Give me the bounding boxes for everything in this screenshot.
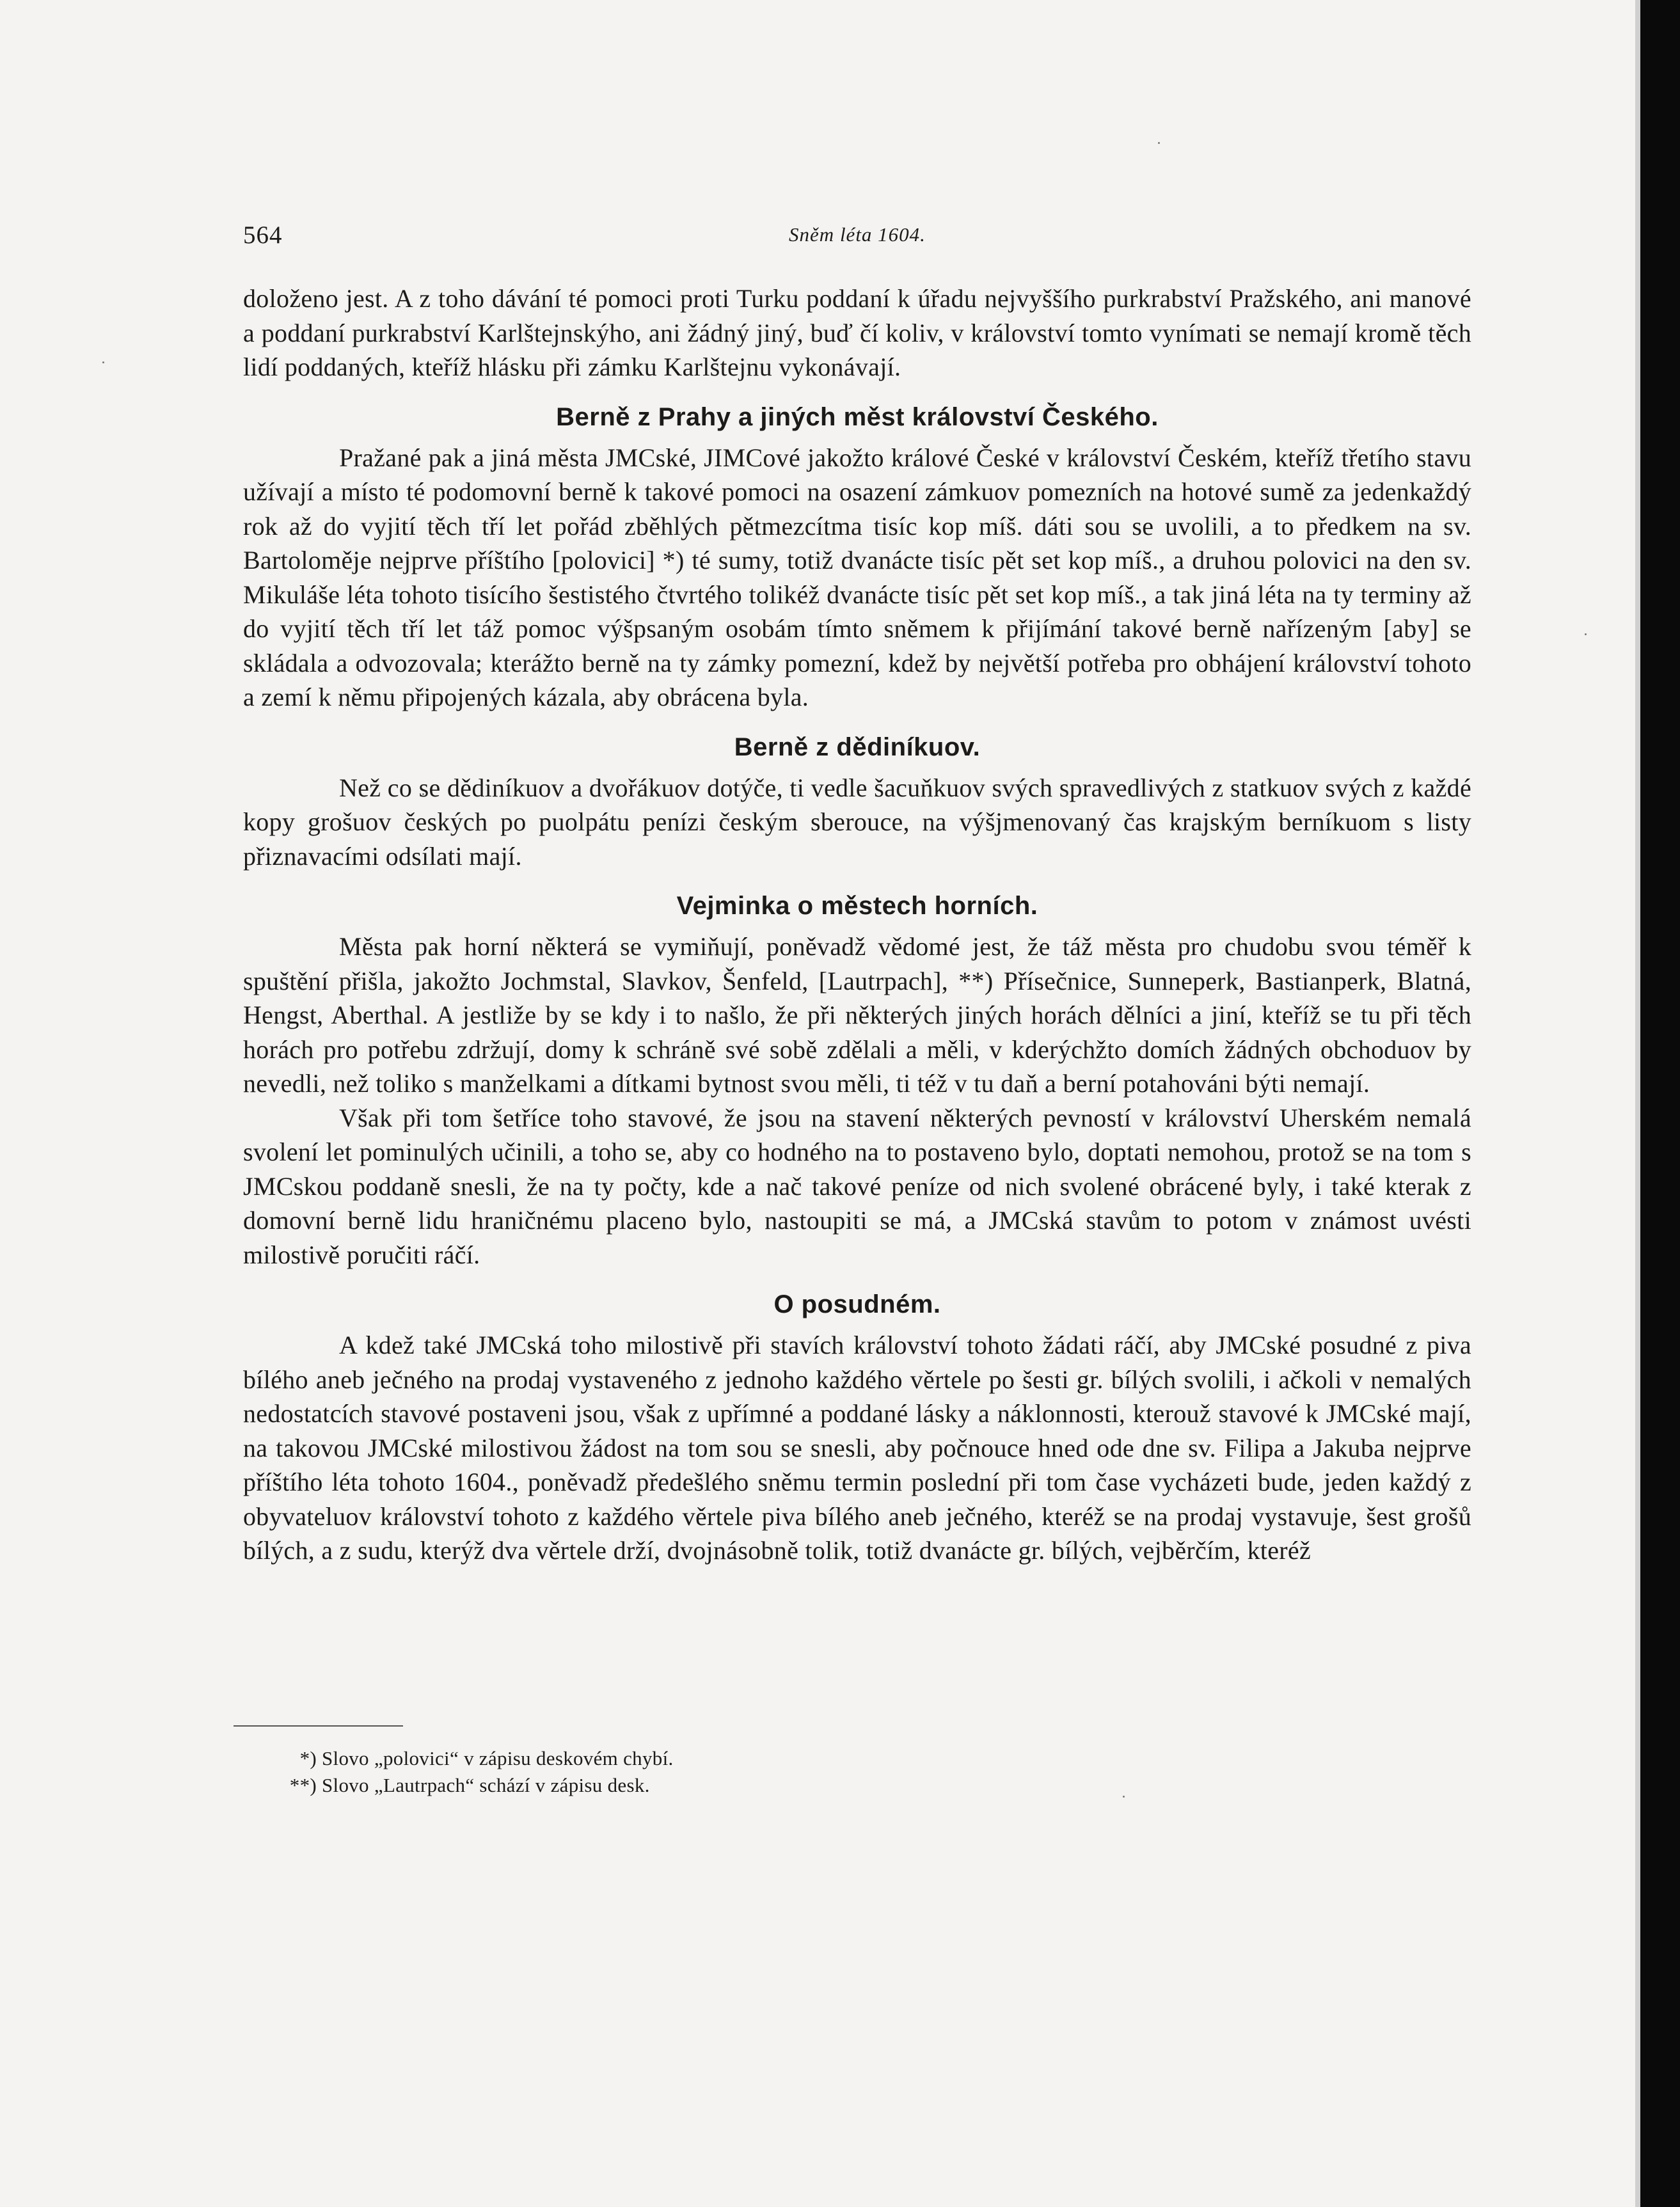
paragraph: Však při tom šetříce toho stavové, že jsou na stavení některých pevností v království Uherském nemalá svolení let pominulých učinili, a toho se, aby co hodného na to postaveno bylo, doptati nemohou, protož se na tom s JMCskou poddaně snesli, že na ty počty, kde a nač takové peníze od nich svolené obrácené byly, i také kterak z domovní berně lidu hraničnému placeno bylo, nastoupiti se má, a JMCská stavům to potom v známost uvésti milostivě poručiti ráčí. — [243, 1103, 1471, 1269]
scan-speck — [1585, 633, 1587, 635]
paragraph: Pražané pak a jiná města JMCské, JIMCové jakožto králové České v království Českém, kteříž třetího stavu užívají a místo té podomovní berně k takové pomoci na osazení zámkuov pomezních na hotové sumě za jedenkaždý rok až do vyjití těch tří let pořád zběhlých pětmezcítma tisíc kop míš. dáti sou se uvolili, a to předkem na sv. Bartoloměje nejprve příštího [polovici] *) té sumy, totiž dvanácte tisíc pět set kop míš., a druhou polovici na den sv. Mikuláše léta tohoto tisícího šestistého čtvrtého tolikéž dvanácte tisíc pět set kop míš., a tak jiná léta na ty terminy až do vyjití těch tří let táž pomoc výšpsaným osobám tímto sněmem k přijímání takové berně nařízeným [aby] se skládala a odvozovala; kterážto berně na ty zámky pomezní, kdež by největší potřeba pro obhájení království tohoto a zemí k němu připojených kázala, aby obrácena byla. — [243, 443, 1471, 711]
paragraph: doloženo jest. A z toho dávání té pomoci proti Turku poddaní k úřadu nejvyššího purkrabství Pražského, ani manové a poddaní purkrabství Karlštejnskýho, ani žádný jiný, buď čí koliv, v království tomto vynímati se nemají kromě těch lidí poddaných, kteříž hlásku při zámku Karlštejnu vykonávají. — [243, 284, 1471, 381]
section-heading: O posudném. — [773, 1290, 941, 1318]
page-header — [243, 221, 1471, 253]
paragraph: Města pak horní některá se vymiňují, poněvadž vědomé jest, že táž města pro chudobu svou téměř k spuštění přišla, jakožto Jochmstal, Slavkov, Šenfeld, [Lautrpach], **) Přísečnice, Sunneperk, Bastianperk, Blatná, Hengst, Aberthal. A jestliže by se kdy i to našlo, že při některých jiných horách dělníci a jiní, kteříž se tu při těch horách pro potřebu zdržují, domy k schráně své sobě zdělali a měli, v kderýchžto domích žádných obchoduov by nevedli, než toliko s manželkami a dítkami bytnost svou měli, ti též v tu daň a berní potahováni býti nemají. — [243, 932, 1471, 1098]
footnote — [288, 1745, 1248, 1772]
scan-edge-band — [1635, 0, 1680, 2207]
scan-edge-strip — [1635, 0, 1640, 2207]
footnote-rule — [234, 1725, 403, 1727]
scan-speck — [102, 361, 104, 363]
section-heading: Vejminka o městech horních. — [676, 892, 1038, 920]
section-heading: Berně z dědiníkuov. — [734, 732, 981, 761]
section-heading: Berně z Prahy a jiných měst království Českého. — [556, 402, 1159, 431]
running-head: Sněm léta 1604. — [789, 223, 926, 246]
body-text — [243, 281, 1471, 1568]
footnote-text: Slovo „polovici“ v zápisu deskovém chybí. — [322, 1747, 674, 1769]
footnote-mark: *) — [299, 1747, 317, 1769]
paragraph: A kdež také JMCská toho milostivě při stavích království tohoto žádati ráčí, aby JMCské posudné z piva bílého aneb ječného na prodaj vystaveného z jednoho každého věrtele po šesti gr. bílých svolili, i ačkoli v nemalých nedostatcích stavové postaveni jsou, však z upřímné a poddané lásky a náklonnosti, kterouž stavové k JMCské mají, na takovou JMCské milostivou žádost na tom sou se snesli, aby počnouce hned ode dne sv. Filipa a Jakuba nejprve příštího léta tohoto 1604., poněvadž předešlého sněmu termin poslední při tom čase vycházeti bude, jeden každý z obyvateluov království tohoto z každého věrtele piva bílého aneb ječného, kteréž se na prodaj vystavuje, šest grošů bílých, a z sudu, kterýž dva věrtele drží, dvojnásobně tolik, totiž dvanácte gr. bílých, vejběrčím, kteréž — [243, 1331, 1471, 1565]
paragraph: Než co se dědiníkuov a dvořákuov dotýče, ti vedle šacuňkuov svých spravedlivých z statkuov svých z každé kopy grošuov českých po puolpátu penízi českým sberouce, na výšjmenovaný čas krajským berníkuom s listy přiznavacími odsílati mají. — [243, 773, 1471, 871]
page-number: 564 — [243, 221, 283, 249]
footnote-mark: **) — [289, 1774, 317, 1796]
scan-speck — [1158, 142, 1160, 144]
footnote-text: Slovo „Lautrpach“ schází v zápisu desk. — [322, 1774, 650, 1796]
footnotes — [288, 1745, 1248, 1799]
footnote — [288, 1772, 1248, 1799]
